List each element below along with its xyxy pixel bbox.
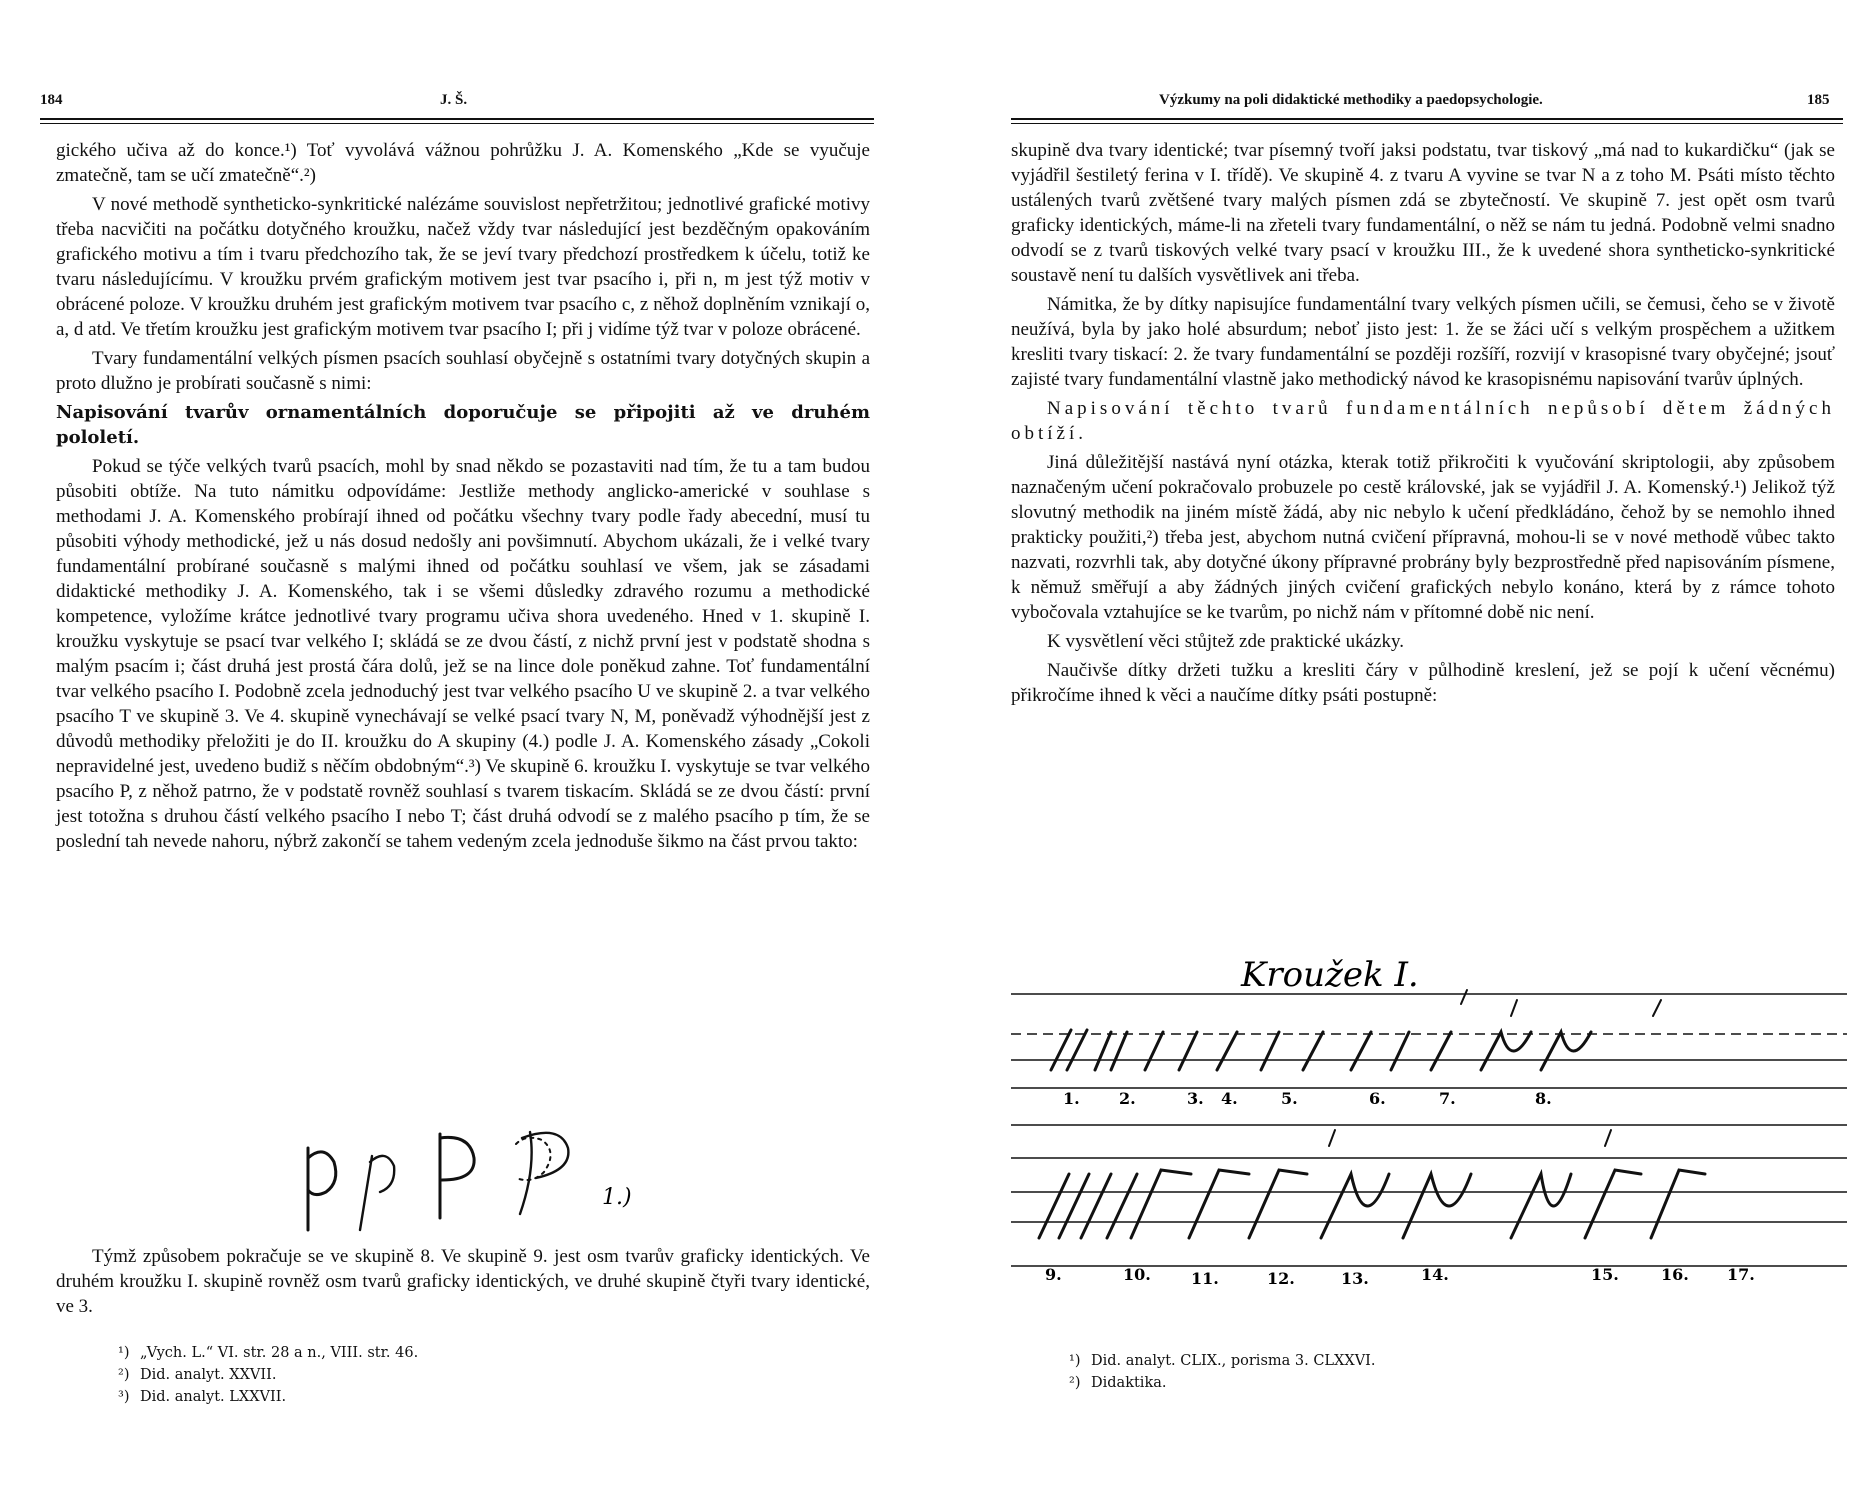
script-p-letter — [360, 1156, 394, 1230]
left-paragraph: Tvary fundamentální velkých písmen psacích souhlasí obyčejně s ostatními tvary dotyčných skupin a proto dlužno je probírati současně s nimi: — [56, 348, 870, 394]
handwriting-exercise-figure — [1011, 920, 1847, 1300]
right-page — [931, 0, 1862, 1500]
exercise-label: 10. — [1123, 1265, 1151, 1284]
script-P-dotted-letter — [516, 1138, 551, 1180]
left-page-number: 184 — [40, 92, 63, 108]
exercise-label: 1. — [1063, 1089, 1080, 1108]
right-page-number: 185 — [1807, 92, 1830, 108]
left-paragraph: V nové methodě syntheticko-synkritické nalézáme souvislost nepřetržitou; jednotlivé grafické motivy třeba nacvičiti na počátku dotyčného kroužku, načež vždy tvar následující jest bezděčným opakováním grafického motivu a tím i tvaru předchozího tak, že se jeví tvary předchozí prostředkem k účelu, totiž ke tvaru následujícímu. V kroužku prvém grafickým motivem jest tvar psacího i, při n, m jest týž motiv v obrácené poloze. V kroužku druhém jest grafickým motivem tvar psacího c, z něhož doplněním vznikají o, a, d atd. Ve třetím kroužku jest grafickým motivem tvar psacího I; při j vidíme týž tvar v poloze obrácené. — [56, 194, 870, 340]
exercise-label: 7. — [1439, 1089, 1456, 1108]
exercise-label: 16. — [1661, 1265, 1689, 1284]
exercise-label: 11. — [1191, 1269, 1219, 1288]
right-paragraph: Jiná důležitější nastává nyní otázka, kterak totiž přikročiti k vyučování skriptologii, aby způsobem naznačeným učení pokračovalo probuzele po cestě královské, jak se vyjádřil J. A. Komenský.¹) Jelikož týž slovutný methodik na jiném místě žádá, aby nic nebylo k učení předkládáno, čehož by se nemohlo ihned prakticky použiti,²) třeba jest, abychom nutná cvičení přípravná, mohou-li se v nové methodě vůbec takto nazvati, rozvrhli tak, aby dotyčné úkony přípravné probrány byly bezprostředně před napisováním písmene, k němuž směřují a aby žádných jiných cvičení grafických nebylo konáno, která by z rámce tohoto vybočovala vztahujíce se ke tvarům, po nichž nám v přítomné době nic není. — [1011, 452, 1835, 623]
footnote: ²) Did. analyt. XXVII. — [118, 1367, 277, 1383]
print-P-letter — [440, 1134, 474, 1218]
right-footnotes — [1069, 1350, 1769, 1394]
right-body-text — [1011, 138, 1835, 712]
stroke — [1051, 1030, 1127, 1070]
stroke — [1321, 1174, 1471, 1238]
stroke — [1145, 1032, 1279, 1070]
stroke — [1481, 1032, 1591, 1070]
exercise-label: 13. — [1341, 1269, 1369, 1288]
footnote: ²) Didaktika. — [1069, 1375, 1167, 1391]
exercise-label: 6. — [1369, 1089, 1386, 1108]
right-header-rule — [1011, 118, 1843, 120]
stroke — [1329, 1130, 1611, 1146]
figure-title: Kroužek I. — [1241, 955, 1419, 995]
left-paragraph: Týmž způsobem pokračuje se ve skupině 8. Ve skupině 9. jest osm tvarův graficky identických. Ve druhém kroužku I. skupině rovněž osm tvarů graficky identických, ve druhé skupině čtyři tvary identické, ve 3. — [56, 1246, 870, 1317]
stroke — [1131, 1170, 1307, 1238]
right-spaced-paragraph: Napisování těchto tvarů fundamentálních nepůsobí dětem žádných obtíží. — [1011, 398, 1835, 444]
exercise-label: 2. — [1119, 1089, 1136, 1108]
footnote: ¹) „Vych. L.“ VI. str. 28 a n., VIII. str. 46. — [118, 1345, 419, 1361]
row-2-labels — [1045, 1265, 1755, 1288]
left-body-text — [56, 138, 870, 858]
exercise-label: 5. — [1281, 1089, 1298, 1108]
left-paragraph: Pokud se týče velkých tvarů psacích, mohl by snad někdo se pozastaviti nad tím, že tu a tam budou působiti obtíže. Na tuto námitku odpovídáme: Jestliže methody anglicko-americké v souhlase s methodami J. A. Komenského probírají ihned od počátku všechny tvary podle řady abecední, musí tu působiti výhody methodické, jež u nás dosud nedošly ani povšimnutí. Abychom ukázali, že i velké tvary fundamentální probírané současně s malými ihned od počátku souhlasí ve všem, jak se zásadami didaktické methodiky J. A. Komenského, tak i se všemi důsledky zdravého rozumu a methodické kompetence, vyložíme krátce jednotlivé tvary programu učiva shora uvedeného. Hned v 1. skupině I. kroužku vyskytuje se psací tvar velkého I; skládá se ze dvou částí, z nichž první jest v podstatě shodna s malým psacím i; část druhá jest prostá čára dolů, jež se na lince dole poněkud zahne. Toť fundamentální tvar velkého psacího I. Podobně zcela jednoduchý jest tvar velkého psacího U ve skupině 2. a tvar velkého psacího T ve skupině 3. Ve 4. skupině vynechávají se velké psací tvary N, M, poněvadž výhodnější jest z důvodů methodiky přeložiti je do II. kroužku do A skupiny (4.) podle J. A. Komenského zásady „Cokoli nepravidelné jest, uvedeno budiž s něčím obdobným“.³) Ve skupině 6. kroužku I. vyskytuje se tvar velkého psacího P, z něhož patrno, že v podstatě rovněž souhlasí s tvarem tiskacím. Skládá se ze dvou částí: první jest totožna s druhou částí velkého psacího I nebo T; část druhá odvodí se z malého psacího p tím, že se poslední tah nevede nahoru, nýbrž zakončí se tahem vedeným zcela jednoduše šikmo na část prvou takto: — [56, 456, 870, 852]
left-letter-figure — [290, 1118, 650, 1238]
exercise-label: 15. — [1591, 1265, 1619, 1284]
left-header — [0, 92, 931, 116]
left-header-rule-thin — [40, 123, 874, 124]
left-bold-paragraph: Napisování tvarův ornamentálních doporučuje se připojiti až ve druhém pololetí. — [56, 402, 870, 448]
exercise-label: 3. — [1187, 1089, 1204, 1108]
left-header-rule — [40, 118, 874, 120]
footnote: ¹) Did. analyt. CLIX., porisma 3. CLXXVI. — [1069, 1353, 1376, 1369]
left-footnotes — [118, 1342, 818, 1408]
right-running-head: Výzkumy na poli didaktické methodiky a paedopsychologie. — [1159, 92, 1543, 108]
left-body-text-continued — [56, 1244, 870, 1323]
figure-note: 1.) — [602, 1185, 632, 1210]
right-paragraph: K vysvětlení věci stůjtež zde praktické ukázky. — [1047, 631, 1404, 652]
stroke — [1511, 1170, 1705, 1238]
handwriting-row-1 — [1051, 990, 1661, 1070]
stroke — [1303, 1032, 1451, 1070]
exercise-label: 4. — [1221, 1089, 1238, 1108]
row-1-labels — [1063, 1089, 1552, 1108]
left-paragraph: gického učiva až do konce.¹) Toť vyvolává vážnou pohrůžku J. A. Komenského „Kde se vyučuje zmatečně, tam se učí zmatečně“.²) — [56, 140, 870, 186]
exercise-label: 12. — [1267, 1269, 1295, 1288]
print-p-letter — [308, 1148, 336, 1230]
exercise-label: 8. — [1535, 1089, 1552, 1108]
footnote: ³) Did. analyt. LXXVII. — [118, 1389, 287, 1405]
exercise-label: 17. — [1727, 1265, 1755, 1284]
exercise-label: 9. — [1045, 1265, 1062, 1284]
stroke — [1039, 1174, 1137, 1238]
exercise-label: 14. — [1421, 1265, 1449, 1284]
left-running-head: J. Š. — [440, 92, 468, 108]
right-header-rule-thin — [1011, 123, 1843, 124]
right-header — [931, 92, 1862, 116]
right-paragraph: skupině dva tvary identické; tvar písemný tvoří jaksi podstatu, tvar tiskový „má nad to kukardičku“ (jak se vyjádřil šestiletý ferina v I. třídě). Ve skupině 4. z tvaru A vyvine se tvar N a z toho M. Psáti místo těchto ustálených tvarů zvětšené tvary malých písmen zdá se zbytečností. Ve skupině 7. jest opět osm tvarů graficky identických, máme-li na zřeteli tvary fundamentální, o něž se nám tu jedná. Podobně velmi snadno odvodí se z tvarů tiskových velké tvary psací v kroužku III., že k uvedené shora syntheticko-synkritické soustavě není tu dalších vysvětlivek ani třeba. — [1011, 140, 1835, 286]
right-paragraph: Naučivše dítky držeti tužku a kresliti čáry v půlhodině kreslení, jež se pojí k učení věcnému) přikročíme ihned k věci a naučíme dítky psáti postupně: — [1011, 660, 1835, 706]
right-paragraph: Námitka, že by dítky napisujíce fundamentální tvary velkých písmen učili, se čemusi, čeho se v životě neužívá, byla by jako holé absurdum; neboť jisto jest: 1. že se žáci učí s velkým prospěchem a užitkem kresliti tvary tiskací: 2. že tvary fundamentální se později rozšíří, rozvijí v krasopisné tvary obyčejné; jsouť zajisté tvary fundamentální vlastně jako methodický návod ke krasopisnému napisování tvarův úplných. — [1011, 294, 1835, 390]
